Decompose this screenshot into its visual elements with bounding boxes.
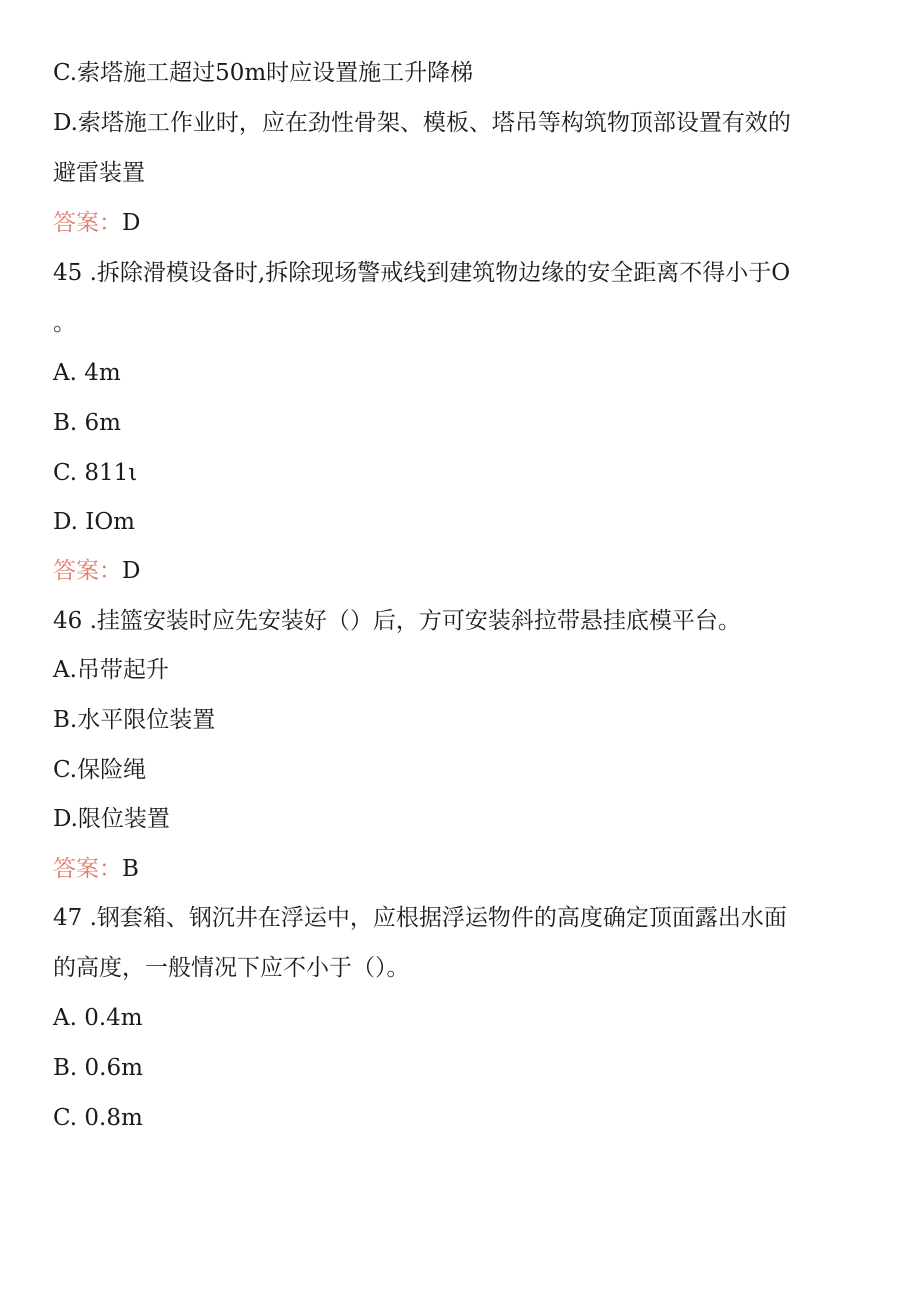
q45-option-c: C. 811ι [53, 460, 138, 486]
q46-option-d: D.限位装置 [53, 806, 170, 832]
q47-stem-line2: 的高度，一般情况下应不小于（）。 [53, 955, 410, 981]
q45-stem-line2: 。 [53, 310, 76, 336]
answer-label: 答案： [53, 856, 122, 882]
q44-option-c: C.索塔施工超过50m时应设置施工升降梯 [53, 60, 474, 86]
answer-value: D [122, 210, 141, 236]
q46-stem: 46 .挂篮安装时应先安装好（）后，方可安装斜拉带悬挂底模平台。 [53, 608, 741, 634]
answer-label: 答案： [53, 558, 122, 584]
q45-option-b: B. 6m [53, 410, 121, 436]
q47-stem-line1: 47 .钢套箱、钢沉井在浮运中，应根据浮运物件的高度确定顶面露出水面 [53, 905, 787, 931]
answer-label: 答案： [53, 210, 122, 236]
q47-option-c: C. 0.8m [53, 1105, 143, 1131]
q46-answer [53, 854, 853, 884]
q44-option-d-line1: D.索塔施工作业时，应在劲性骨架、模板、塔吊等构筑物顶部设置有效的 [53, 110, 791, 136]
q47-option-a: A. 0.4m [53, 1005, 143, 1031]
q46-option-a: A.吊带起升 [53, 657, 169, 683]
q44-answer [53, 208, 853, 238]
q46-option-b: B.水平限位装置 [53, 707, 216, 733]
q45-answer [53, 556, 853, 586]
answer-value: D [122, 558, 141, 584]
answer-value: B [122, 856, 139, 882]
q47-option-b: B. 0.6m [53, 1055, 143, 1081]
q44-option-d-line2: 避雷装置 [53, 160, 145, 186]
q46-option-c: C.保险绳 [53, 757, 147, 783]
q45-stem-line1: 45 .拆除滑模设备时,拆除现场警戒线到建筑物边缘的安全距离不得小于O [53, 260, 791, 286]
q45-option-d: D. IOm [53, 509, 135, 535]
q45-option-a: A. 4m [53, 360, 121, 386]
